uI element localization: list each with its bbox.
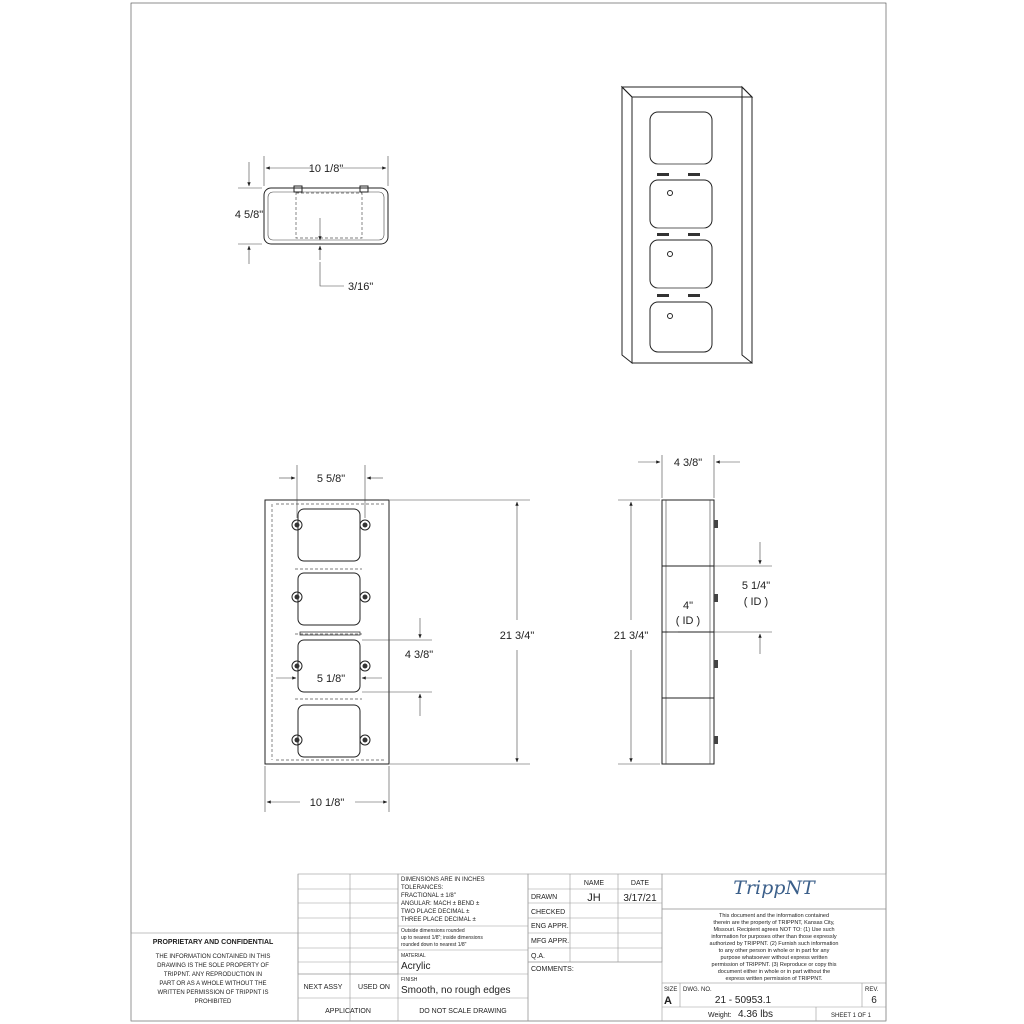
sheet-number: SHEET 1 OF 1 — [831, 1013, 871, 1019]
side-shelf-height-label: 5 1/4" — [741, 580, 771, 592]
side-inner-depth-label: 4" — [682, 600, 694, 612]
front-view — [265, 465, 530, 812]
top-thickness-label: 3/16" — [348, 281, 374, 293]
finish-value: Smooth, no rough edges — [401, 985, 511, 996]
application-label: APPLICATION — [325, 1008, 371, 1015]
prop-text-line: PART OR AS A WHOLE WITHOUT THE — [159, 981, 267, 987]
material-label: MATERIAL — [401, 953, 426, 959]
mfg-appr-label: MFG APPR. — [531, 938, 570, 945]
dwg-no-value: 21 - 50953.1 — [714, 995, 772, 1006]
sheet-border — [131, 3, 886, 1021]
prop-text-line: PROHIBITED — [194, 999, 232, 1005]
qa-label: Q.A. — [531, 953, 546, 960]
drawn-name: JH — [587, 892, 601, 904]
size-label: SIZE — [664, 987, 678, 993]
tolerance-line: FRACTIONAL ± 1/8" — [401, 893, 456, 899]
side-inner-depth-id-label: ( ID ) — [675, 615, 701, 627]
top-width-label: 10 1/8" — [308, 163, 344, 175]
material-value: Acrylic — [401, 961, 431, 972]
front-pocket-gap-label: 4 3/8" — [404, 649, 434, 661]
name-header: NAME — [583, 880, 605, 887]
drawn-date: 3/17/21 — [623, 893, 657, 904]
front-opening-inner-label: 5 1/8" — [316, 673, 346, 685]
prop-text-line: TRIPPNT. ANY REPRODUCTION IN — [163, 972, 263, 978]
front-opening-width-label: 5 5/8" — [316, 473, 346, 485]
notice-line: Missouri. Recipient agrees NOT TO: (1) Use such — [713, 927, 835, 933]
prop-text-line: THE INFORMATION CONTAINED IN THIS — [155, 954, 271, 960]
notice-line: authorized by TRIPPNT. (2) Furnish such information — [709, 941, 839, 947]
weight-label: Weight: — [708, 1012, 732, 1019]
comments-label: COMMENTS: — [531, 966, 574, 973]
prop-text-line: WRITTEN PERMISSION OF TRIPPNT IS — [157, 990, 269, 996]
notice-line: to any other person in whole or in part for any — [718, 948, 830, 954]
tolerance-line: THREE PLACE DECIMAL ± — [401, 917, 476, 923]
tolerance-line: TWO PLACE DECIMAL ± — [401, 909, 470, 915]
rev-value: 6 — [871, 995, 877, 1006]
weight-value: 4.36 lbs — [738, 1009, 774, 1020]
tolerance-line: TOLERANCES: — [401, 885, 444, 891]
tolerance-line: ANGULAR: MACH ± BEND ± — [401, 901, 480, 907]
notice-line: permission of TRIPPNT. (3) Reproduce or copy this — [711, 962, 837, 968]
next-assy-label: NEXT ASSY — [303, 984, 343, 991]
isometric-view — [622, 87, 752, 363]
top-view — [238, 156, 388, 286]
drawn-label: DRAWN — [531, 894, 558, 901]
tolerance-line: DIMENSIONS ARE IN INCHES — [401, 877, 485, 883]
finish-label: FINISH — [401, 977, 418, 983]
notice-line: therein are the property of TRIPPNT, Kansas City, — [713, 920, 835, 926]
notice-line: purpose whatsoever without express written — [720, 955, 828, 961]
front-width-label: 10 1/8" — [309, 797, 345, 809]
eng-appr-label: ENG APPR. — [531, 923, 569, 930]
outside-note-line: rounded down to nearest 1/8" — [401, 942, 467, 948]
outside-note-line: up to nearest 1/8"; inside dimensions — [401, 935, 483, 941]
side-view — [618, 455, 772, 764]
outside-note-line: Outside dimensions rounded — [401, 928, 465, 934]
prop-title: PROPRIETARY AND CONFIDENTIAL — [152, 939, 274, 946]
date-header: DATE — [630, 880, 650, 887]
trippnt-logo: TrippNT — [733, 877, 815, 899]
side-shelf-height-id-label: ( ID ) — [743, 596, 769, 608]
prop-text-line: DRAWING IS THE SOLE PROPERTY OF — [157, 963, 269, 969]
notice-line: information for purposes other than those expressly — [711, 934, 837, 940]
notice-line: document either in whole or in part without the — [717, 969, 831, 975]
used-on-label: USED ON — [358, 984, 390, 991]
size-value: A — [664, 995, 672, 1007]
top-depth-label: 4 5/8" — [234, 209, 264, 221]
do-not-scale-label: DO NOT SCALE DRAWING — [419, 1008, 507, 1015]
side-depth-label: 4 3/8" — [673, 457, 703, 469]
notice-line: express written permission of TRIPPNT. — [725, 976, 823, 982]
notice-line: This document and the information contained — [718, 913, 830, 919]
front-height-label: 21 3/4" — [499, 630, 535, 642]
rev-label: REV. — [865, 987, 879, 993]
side-height-label: 21 3/4" — [613, 630, 649, 642]
checked-label: CHECKED — [531, 909, 566, 916]
dwg-no-label: DWG. NO. — [683, 987, 712, 993]
